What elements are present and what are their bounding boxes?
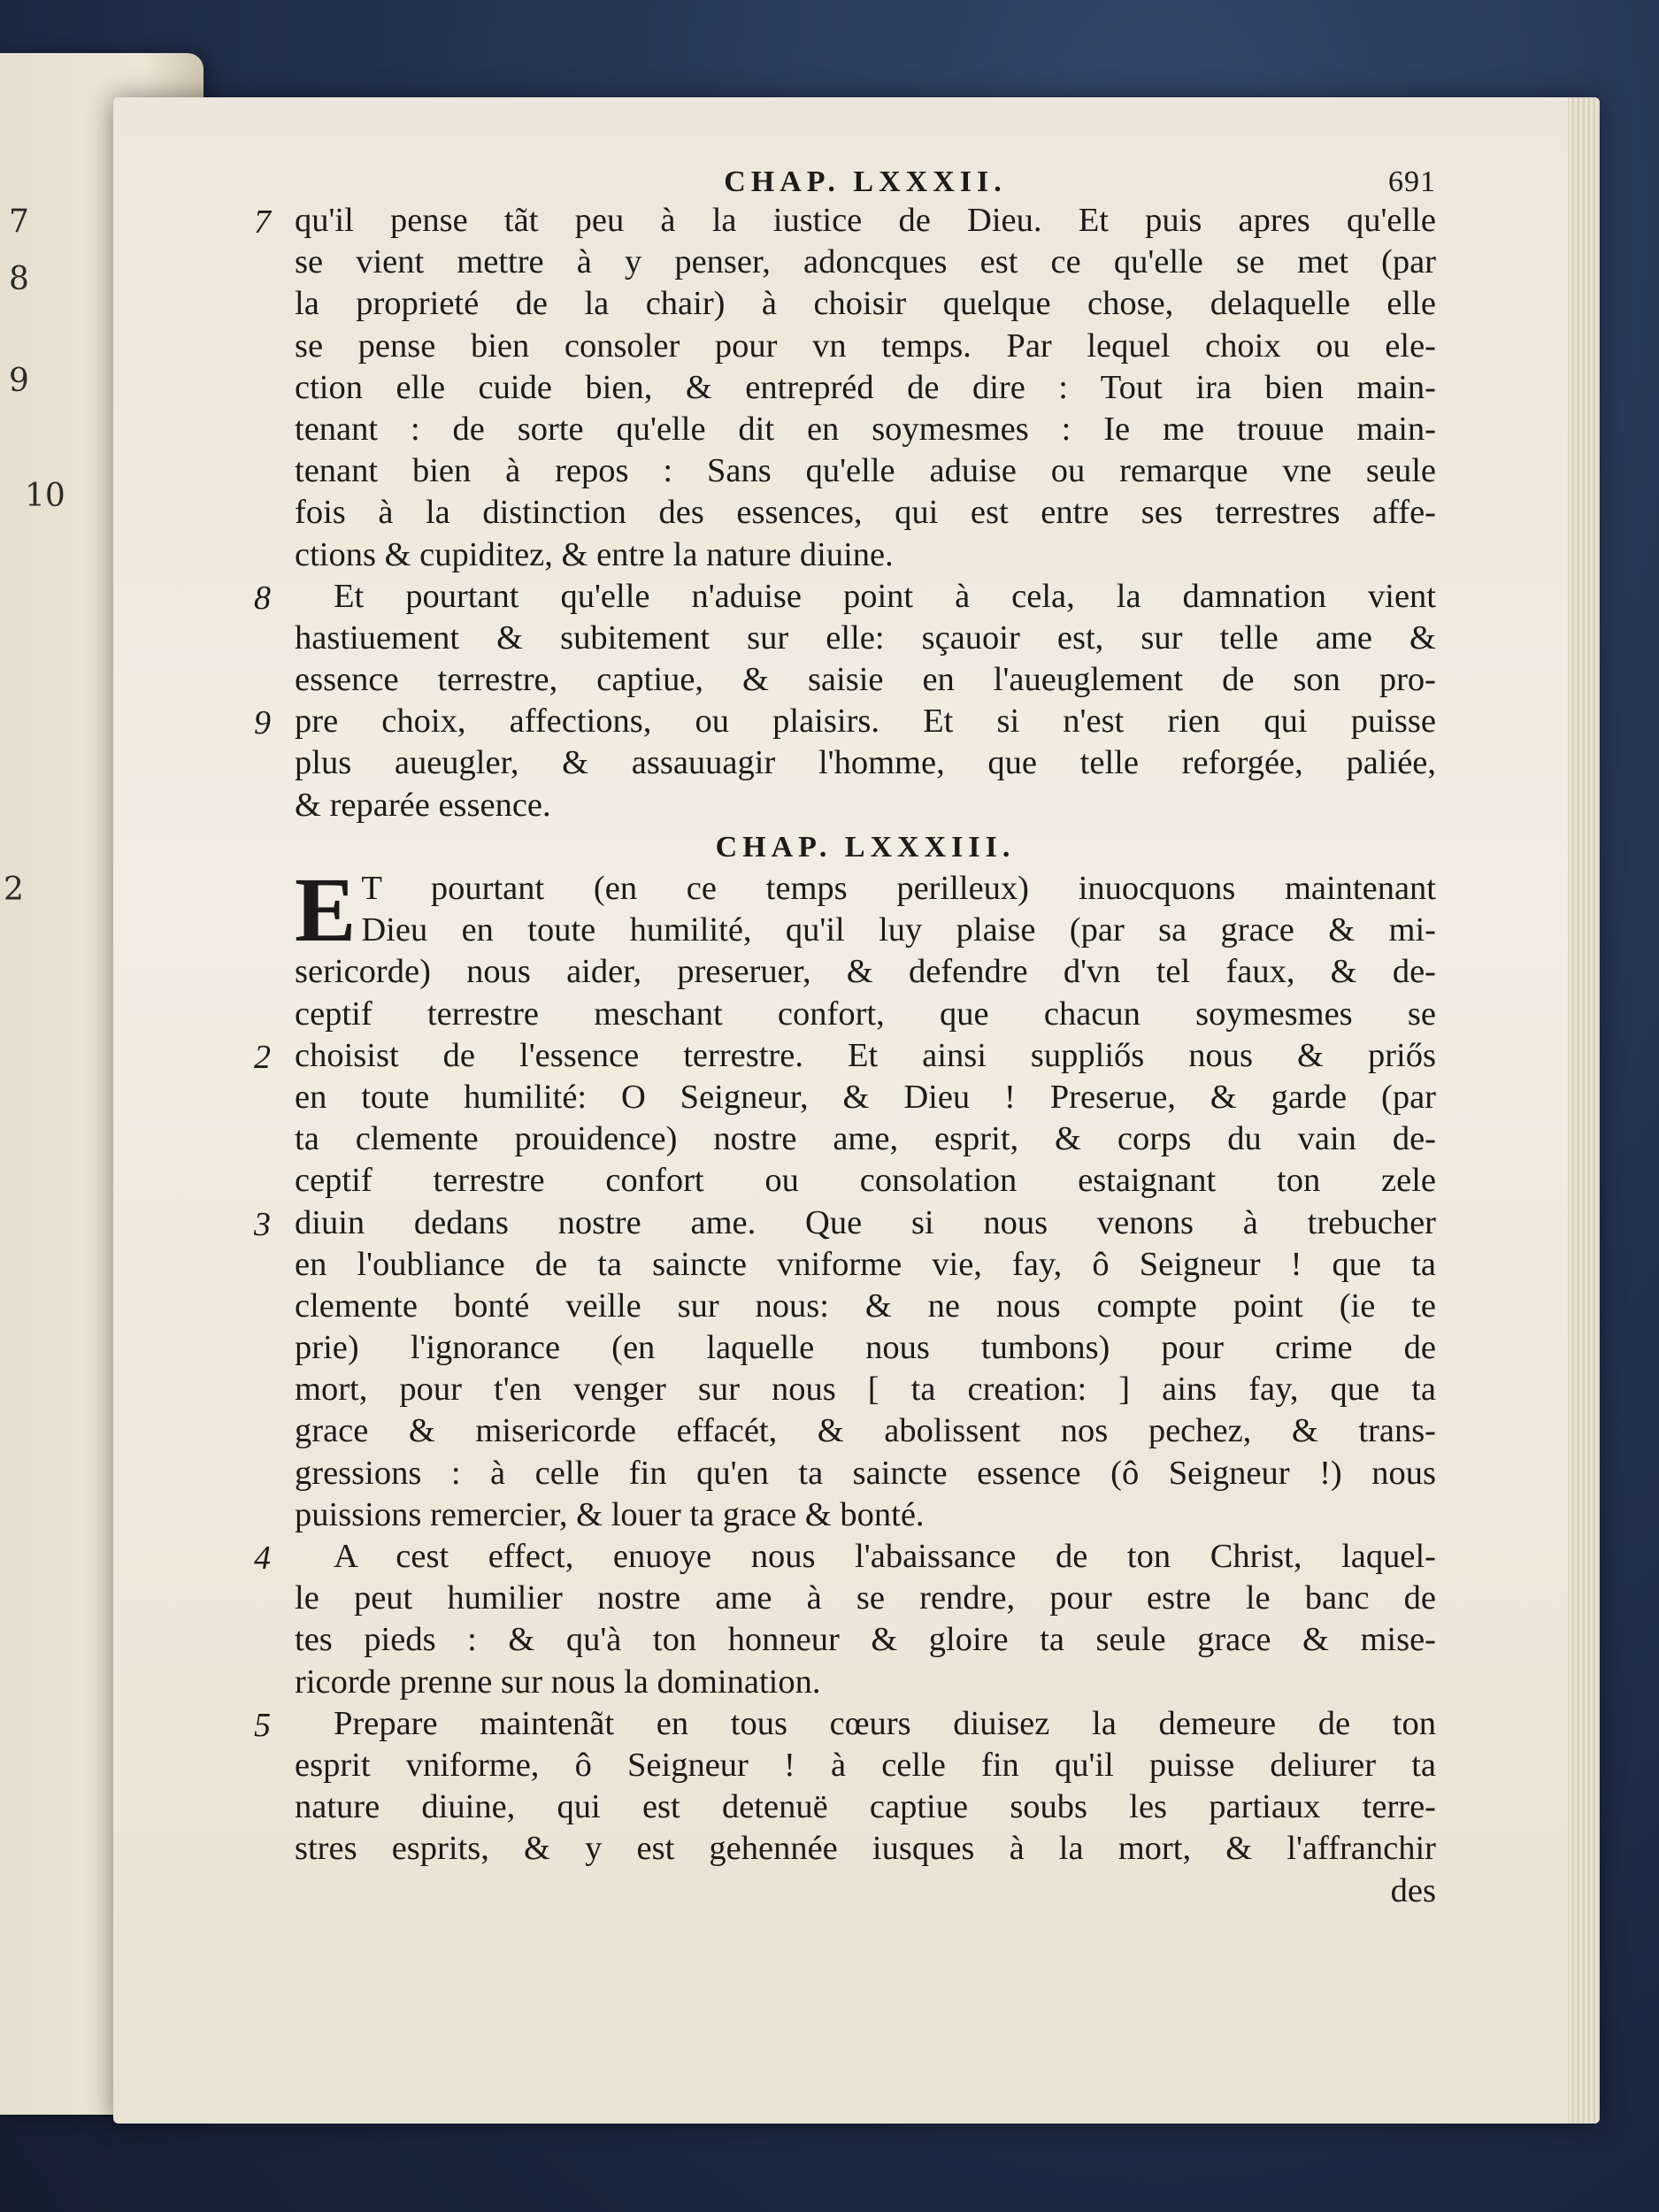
text-line bbox=[295, 1828, 1436, 1870]
text-line bbox=[295, 1662, 1436, 1703]
running-title: CHAP. LXXXII. bbox=[724, 165, 1007, 198]
text-line bbox=[295, 1118, 1436, 1160]
text-line bbox=[295, 1494, 1436, 1536]
text-line bbox=[295, 1619, 1436, 1661]
left-margin-number: 8 bbox=[9, 261, 29, 297]
line-text: Prepare maintenãt en tous cœurs diuisez la demeure de ton bbox=[334, 1704, 1436, 1742]
line-text: tenant bien à repos : Sans qu'elle aduise ou remarque vne seule bbox=[295, 452, 1436, 490]
drop-capital: E bbox=[295, 859, 357, 961]
text-line bbox=[295, 1077, 1436, 1118]
verse-number: 3 bbox=[254, 1205, 271, 1243]
catchword: des bbox=[1390, 1871, 1436, 1909]
text-line bbox=[254, 701, 1436, 742]
text-line bbox=[295, 492, 1436, 534]
text-line bbox=[295, 409, 1436, 450]
line-text: hastiuement & subitement sur elle: sçauoir est, sur telle ame & bbox=[295, 618, 1436, 657]
text-line bbox=[254, 576, 1436, 618]
text-line bbox=[295, 868, 1436, 910]
text-line bbox=[295, 283, 1436, 325]
text-line bbox=[295, 659, 1436, 701]
line-text: qu'il pense tãt peu à la iustice de Dieu. Et puis apres qu'elle bbox=[295, 202, 1436, 239]
previous-chapter-text bbox=[254, 200, 1436, 826]
line-text: & reparée essence. bbox=[295, 786, 551, 824]
verse-number: 7 bbox=[254, 204, 271, 241]
line-text: le peut humilier nostre ame à se rendre, pour estre le banc de bbox=[295, 1579, 1436, 1617]
text-line bbox=[295, 785, 1436, 826]
text-line bbox=[254, 200, 1436, 242]
line-text: esprit vniforme, ô Seigneur ! à celle fin qu'il puisse deliurer ta bbox=[295, 1746, 1436, 1784]
text-line bbox=[295, 951, 1436, 993]
page-text-block bbox=[254, 161, 1436, 1912]
line-text: choisist de l'essence terrestre. Et ainsi suppliős nous & priős bbox=[295, 1036, 1436, 1074]
left-margin-number: 10 bbox=[25, 478, 65, 514]
line-text: Et pourtant qu'elle n'aduise point à cela, la damnation vient bbox=[334, 577, 1436, 615]
line-text: sericorde) nous aider, preseruer, & defendre d'vn tel faux, & de- bbox=[295, 953, 1436, 991]
line-text: puissions remercier, & louer ta grace & bonté. bbox=[295, 1495, 925, 1533]
left-margin-number: 7 bbox=[9, 204, 29, 240]
verse-number: 2 bbox=[254, 1038, 271, 1076]
line-text: A cest effect, enuoye nous l'abaissance de ton Christ, laquel- bbox=[334, 1538, 1436, 1575]
line-text: ceptif terrestre meschant confort, que chacun soymesmes se bbox=[295, 995, 1436, 1033]
text-line bbox=[295, 1369, 1436, 1410]
line-text: T pourtant (en ce temps perilleux) inuocquons maintenant bbox=[361, 870, 1436, 907]
text-line bbox=[295, 1160, 1436, 1202]
text-line bbox=[254, 1202, 1436, 1244]
line-text: fois à la distinction des essences, qui est entre ses terrestres affe- bbox=[295, 494, 1436, 532]
line-text: ctions & cupiditez, & entre la nature diuine. bbox=[295, 535, 894, 573]
verse-number: 8 bbox=[254, 579, 271, 617]
line-text: plus aueugler, & assauuagir l'homme, que telle reforgée, paliée, bbox=[295, 744, 1436, 782]
page-edges bbox=[1568, 97, 1600, 2124]
running-header bbox=[295, 161, 1436, 196]
text-line bbox=[295, 1410, 1436, 1452]
page-number: 691 bbox=[1388, 165, 1436, 198]
line-text: ricorde prenne sur nous la domination. bbox=[295, 1663, 821, 1701]
text-line bbox=[295, 618, 1436, 659]
line-text: tenant : de sorte qu'elle dit en soymesmes : Ie me trouue main- bbox=[295, 410, 1436, 448]
text-line bbox=[295, 367, 1436, 409]
text-line bbox=[295, 1453, 1436, 1494]
text-line bbox=[295, 1286, 1436, 1327]
line-text: nature diuine, qui est detenuë captiue soubs les partiaux terre- bbox=[295, 1788, 1436, 1826]
line-text: essence terrestre, captiue, & saisie en l'aueuglement de son pro- bbox=[295, 661, 1436, 699]
line-text: se pense bien consoler pour vn temps. Par lequel choix ou ele- bbox=[295, 326, 1436, 365]
line-text: pre choix, affections, ou plaisirs. Et si n'est rien qui puisse bbox=[295, 703, 1436, 741]
line-text: tes pieds : & qu'à ton honneur & gloire ta seule grace & mise- bbox=[295, 1621, 1436, 1659]
left-margin-number: 9 bbox=[9, 363, 29, 399]
line-text: ta clemente prouidence) nostre ame, esprit, & corps du vain de- bbox=[295, 1120, 1436, 1158]
verse-number: 5 bbox=[254, 1706, 271, 1744]
line-text: stres esprits, & y est gehennée iusques à la mort, & l'affranchir bbox=[295, 1830, 1436, 1868]
verse-number: 9 bbox=[254, 704, 271, 742]
text-line bbox=[295, 1745, 1436, 1786]
text-line bbox=[295, 1327, 1436, 1369]
line-text: clemente bonté veille sur nous: & ne nous compte point (ie te bbox=[295, 1286, 1436, 1325]
left-margin-number: 2 bbox=[4, 872, 24, 908]
chapter-text bbox=[254, 859, 1436, 1870]
line-text: mort, pour t'en venger sur nous [ ta creation: ] ains fay, que ta bbox=[295, 1371, 1436, 1409]
verse-number: 4 bbox=[254, 1540, 271, 1577]
line-text: Dieu en toute humilité, qu'il luy plaise (par sa grace & mi- bbox=[361, 911, 1436, 949]
text-line bbox=[254, 1703, 1436, 1745]
line-text: grace & misericorde effacét, & abolissent nos pechez, & trans- bbox=[295, 1412, 1436, 1450]
chapter-title: CHAP. LXXXIII. bbox=[715, 830, 1016, 864]
text-line bbox=[295, 326, 1436, 367]
line-text: prie) l'ignorance (en laquelle nous tumbons) pour crime de bbox=[295, 1329, 1436, 1367]
text-line bbox=[295, 450, 1436, 492]
line-text: ceptif terrestre confort ou consolation estaignant ton zele bbox=[295, 1162, 1436, 1200]
line-text: la proprieté de la chair) à choisir quelque chose, delaquelle elle bbox=[295, 285, 1436, 323]
line-text: en toute humilité: O Seigneur, & Dieu ! Preserue, & garde (par bbox=[295, 1078, 1436, 1116]
chapter-lines bbox=[254, 859, 1436, 1870]
text-line bbox=[295, 994, 1436, 1035]
book-page bbox=[113, 97, 1600, 2124]
line-text: diuin dedans nostre ame. Que si nous venons à trebucher bbox=[295, 1203, 1436, 1241]
text-line bbox=[295, 1786, 1436, 1828]
text-line bbox=[254, 1035, 1436, 1077]
text-line bbox=[295, 1244, 1436, 1286]
text-line bbox=[295, 534, 1436, 576]
text-line bbox=[295, 242, 1436, 283]
line-text: en l'oubliance de ta saincte vniforme vie, fay, ô Seigneur ! que ta bbox=[295, 1245, 1436, 1283]
text-line bbox=[295, 742, 1436, 784]
line-text: se vient mettre à y penser, adoncques est ce qu'elle se met (par bbox=[295, 243, 1436, 281]
text-line bbox=[254, 1536, 1436, 1578]
line-text: gressions : à celle fin qu'en ta saincte essence (ô Seigneur !) nous bbox=[295, 1454, 1436, 1492]
text-line bbox=[295, 910, 1436, 951]
line-text: ction elle cuide bien, & entrepréd de dire : Tout ira bien main- bbox=[295, 368, 1436, 406]
text-line bbox=[295, 1578, 1436, 1619]
